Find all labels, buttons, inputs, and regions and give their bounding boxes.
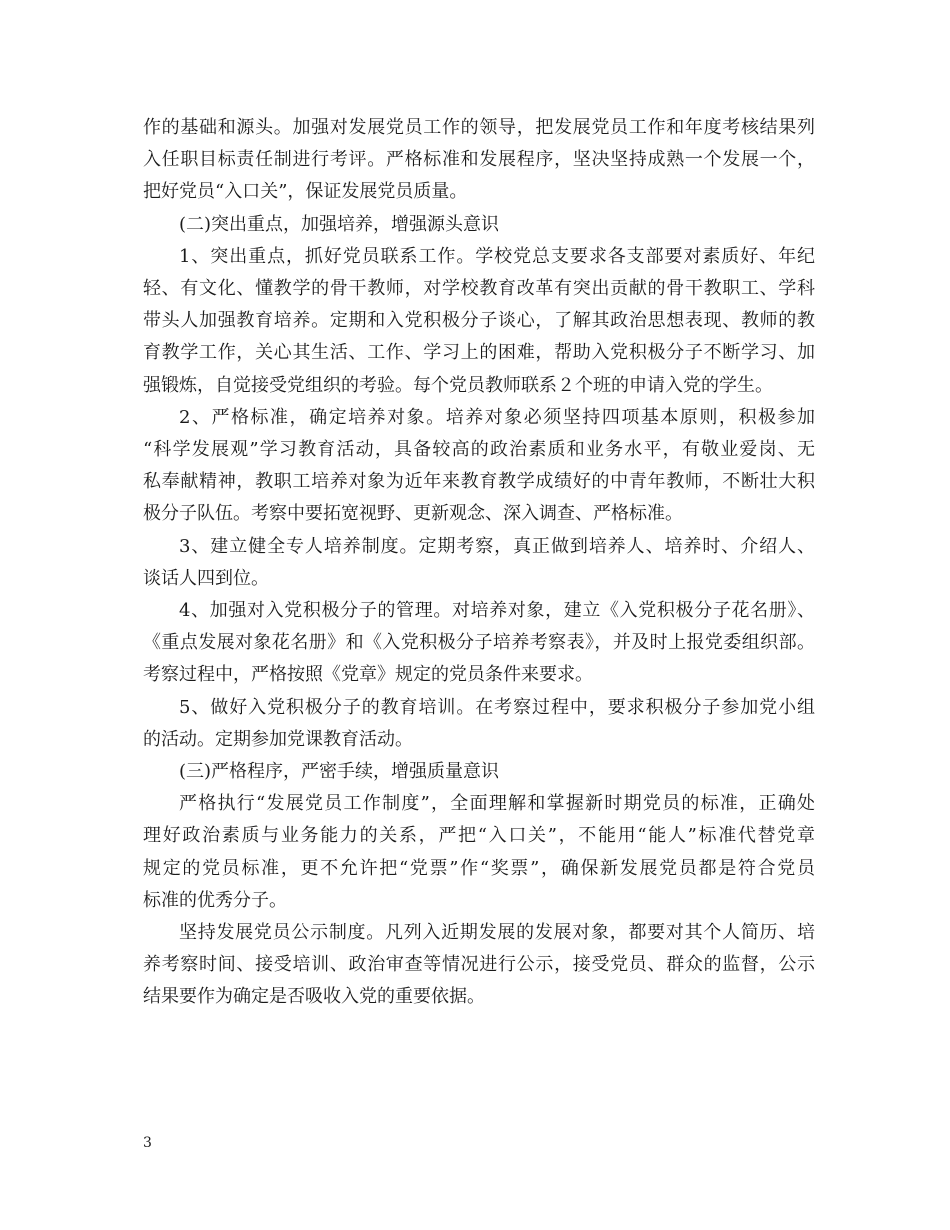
- text-line: 理好政治素质与业务能力的关系，严把“入口关”，不能用“能人”标准代替党章: [143, 825, 815, 847]
- text-line: 2、严格标准，确定培养对象。培养对象必须坚持四项基本原则，积极参加: [179, 406, 815, 428]
- text-line: 结果要作为确定是否吸收入党的重要依据。: [143, 986, 485, 1008]
- text-line: 《重点发展对象花名册》和《入党积极分子培养考察表》，并及时上报党委组织部。: [143, 632, 815, 654]
- text-line: (三)严格程序，严密手续，增强质量意识: [179, 761, 500, 783]
- text-line: 强锻炼，自觉接受党组织的考验。每个党员教师联系２个班的申请入党的学生。: [143, 374, 773, 396]
- text-line: 4、加强对入党积极分子的管理。对培养对象，建立《入党积极分子花名册》、: [179, 600, 815, 622]
- text-line: 1、突出重点，抓好党员联系工作。学校党总支要求各支部要对素质好、年纪: [179, 245, 815, 267]
- page-number: 3: [143, 1135, 152, 1151]
- text-line: 育教学工作，关心其生活、工作、学习上的困难，帮助入党积极分子不断学习、加: [143, 342, 815, 364]
- text-line: 极分子队伍。考察中要拓宽视野、更新观念、深入调查、严格标准。: [143, 503, 683, 525]
- text-line: 3、建立健全专人培养制度。定期考察，真正做到培养人、培养时、介绍人、: [179, 535, 815, 557]
- text-line: 严格执行“发展党员工作制度”，全面理解和掌握新时期党员的标准，正确处: [179, 793, 815, 815]
- text-line: (二)突出重点，加强培养，增强源头意识: [179, 213, 500, 235]
- document-body: [143, 112, 815, 1014]
- text-line: 的活动。定期参加党课教育活动。: [143, 728, 413, 750]
- text-line: 作的基础和源头。加强对发展党员工作的领导，把发展党员工作和年度考核结果列: [143, 117, 815, 138]
- text-line: 考察过程中，严格按照《党章》规定的党员条件来要求。: [143, 664, 593, 686]
- text-line: “科学发展观”学习教育活动，具备较高的政治素质和业务水平，有敬业爱岗、无: [143, 439, 815, 461]
- text-line: 私奉献精神，教职工培养对象为近年来教育教学成绩好的中青年教师，不断壮大积: [143, 471, 815, 493]
- text-line: 养考察时间、接受培训、政治审查等情况进行公示，接受党员、群众的监督，公示: [143, 954, 815, 976]
- text-line: 5、做好入党积极分子的教育培训。在考察过程中，要求积极分子参加党小组: [179, 696, 815, 718]
- text-line: 规定的党员标准，更不允许把“党票”作“奖票”，确保新发展党员都是符合党员: [143, 857, 815, 879]
- text-line: 坚持发展党员公示制度。凡列入近期发展的发展对象，都要对其个人简历、培: [179, 922, 815, 944]
- text-line: 轻、有文化、懂教学的骨干教师，对学校教育改革有突出贡献的骨干教职工、学科: [143, 278, 815, 300]
- text-line: 带头人加强教育培养。定期和入党积极分子谈心，了解其政治思想表现、教师的教: [143, 310, 815, 332]
- text-line: 标准的优秀分子。: [143, 889, 287, 911]
- text-line: 谈话人四到位。: [143, 567, 269, 589]
- text-line: 入任职目标责任制进行考评。严格标准和发展程序，坚决坚持成熟一个发展一个，: [143, 149, 815, 171]
- text-line: 把好党员“入口关”，保证发展党员质量。: [143, 181, 468, 203]
